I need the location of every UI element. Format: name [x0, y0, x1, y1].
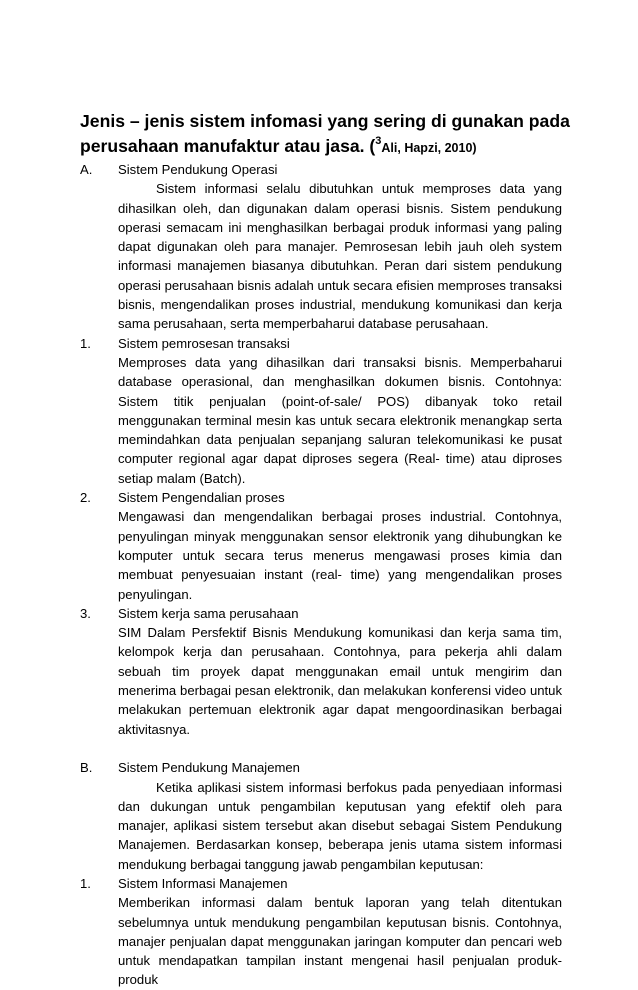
- document-body: [80, 160, 562, 990]
- section-a-heading: Sistem Pendukung Operasi: [118, 162, 278, 177]
- list-marker: 2.: [80, 490, 91, 506]
- section-b-intro: Ketika aplikasi sistem informasi berfokus pada penyediaan informasi dan dukungan untuk pengambilan keputusan yang efektif oleh para manajer, aplikasi sistem tersebut akan disebut sebagai Sistem Pendukung Manajemen. Berdasarkan konsep, beberapa jenis utama sistem informasi mendukung berbagai tanggung jawab pengambilan keputusan:: [118, 779, 562, 872]
- section-a-item-2: [80, 488, 562, 604]
- section-a-intro: Sistem informasi selalu dibutuhkan untuk memproses data yang dihasilkan oleh, dan digunakan dalam operasi bisnis. Sistem pendukung operasi semacam ini menghasilkan berbagai produk informasi yang paling dapat digunakan oleh para manajer. Pemrosesan lebih jauh oleh system informasi manajemen biasanya dibutuhkan. Peran dari sistem pendukung operasi perusahaan bisnis adalah untuk secara efisien memproses transaksi bisnis, mengendalikan proses industrial, mendukung komunikasi dan kerja sama perusahaan, serta memperbaharui database perusahaan.: [118, 181, 562, 332]
- list-marker: 3.: [80, 605, 91, 621]
- title-line-2: perusahaan manufaktur atau jasa. (: [80, 136, 376, 156]
- title-line-1: Jenis – jenis sistem infomasi yang sering di gunakan pada: [80, 111, 570, 131]
- section-b: [80, 758, 562, 874]
- document-title: [80, 109, 570, 162]
- section-a-item-3: [80, 604, 562, 739]
- section-b-heading: Sistem Pendukung Manajemen: [118, 760, 300, 776]
- list-item-text: SIM Dalam Persfektif Bisnis Mendukung komunikasi dan kerja sama tim, kelompok kerja dan perusahaan. Contohnya, para pekerja ahli dalam sebuah tim proyek dapat menggunakan email untuk mengirim dan menerima berbagai pesan elektronik, dan melakukan konferensi video untuk melakukan pertemuan elektronik agar dapat mengoordinasikan berbagai aktivitasnya.: [118, 625, 562, 737]
- list-item-heading: Sistem pemrosesan transaksi: [118, 335, 290, 351]
- citation: Ali, Hapzi, 2010): [381, 141, 477, 155]
- list-item-heading: Sistem Informasi Manajemen: [118, 875, 288, 891]
- list-marker: 1.: [80, 335, 91, 351]
- list-item-heading: Sistem Pengendalian proses: [118, 490, 285, 506]
- section-a: [80, 160, 562, 334]
- footnote-superscript: 3: [375, 135, 382, 147]
- list-item-text: Memberikan informasi dalam bentuk laporan yang telah ditentukan sebelumnya untuk mendukung pengambilan keputusan bisnis. Contohnya, manajer penjualan dapat menggunakan jaringan komputer dan pencari web untuk mendapatkan tampilan instant mengenai hasil penjualan produk-produk: [118, 895, 562, 988]
- list-item-heading: Sistem kerja sama perusahaan: [118, 605, 299, 621]
- list-item-text: Mengawasi dan mengendalikan berbagai proses industrial. Contohnya, penyulingan minyak menggunakan sensor elektronik yang dihubungkan ke komputer untuk secara terus menerus mengawasi proses kimia dan membuat penyesuaian instant (real- time) yang mengendalikan proses penyulingan.: [118, 509, 562, 602]
- section-b-marker: B.: [80, 760, 93, 776]
- section-a-marker: A.: [80, 162, 93, 177]
- list-marker: 1.: [80, 875, 91, 891]
- section-b-item-1: [80, 874, 562, 990]
- section-spacer: [80, 739, 562, 758]
- section-a-item-1: [80, 334, 562, 488]
- list-item-text: Memproses data yang dihasilkan dari transaksi bisnis. Memperbaharui database operasional, dan menghasilkan dokumen bisnis. Contohnya: Sistem titik penjualan (point-of-sale/ POS) dibanyak toko retail menggunakan terminal mesin kas untuk secara elektronik menangkap serta memindahkan data penjualan sepanjang saluran telekomunikasi ke pusat computer regional agar dapat diproses segera (Real- time) atau diproses setiap malam (Batch).: [118, 354, 562, 486]
